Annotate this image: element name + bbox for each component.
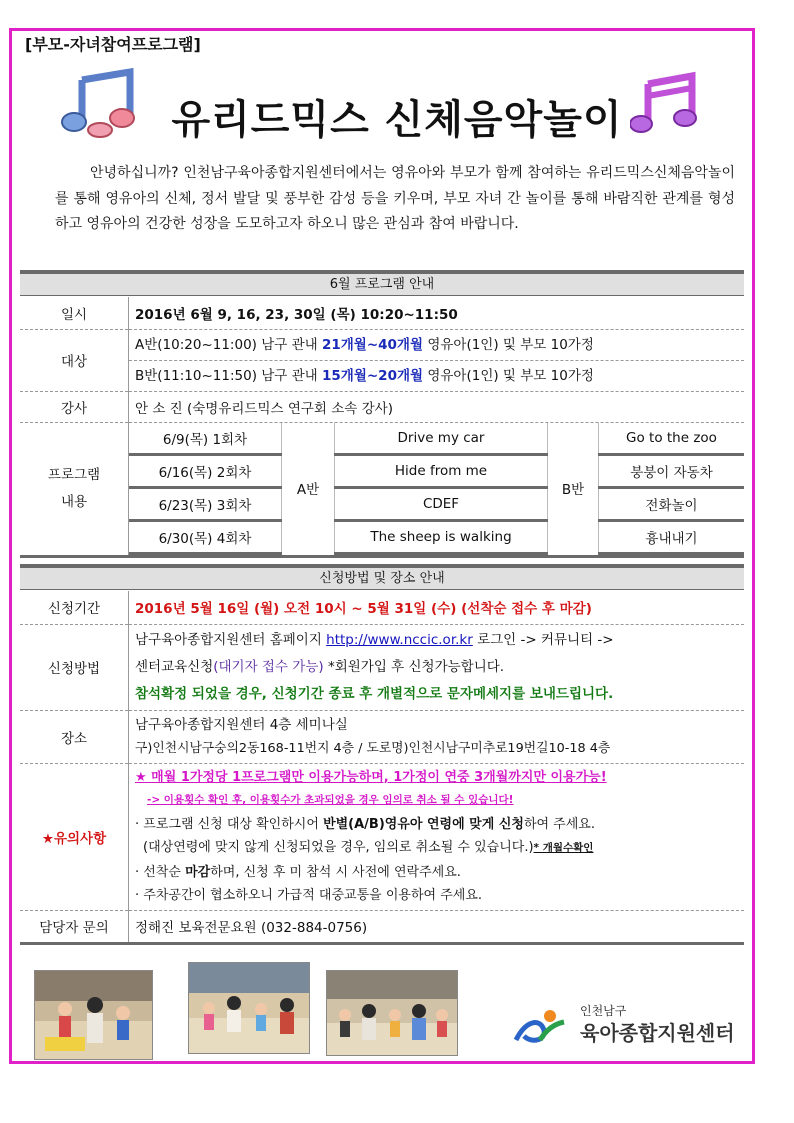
- activity-photo: [188, 962, 310, 1054]
- session-a: Drive my car: [335, 423, 548, 455]
- music-note-icon: [630, 70, 700, 140]
- target-b: B반(11:10~11:50) 남구 관내 15개월~20개월 영유아(1인) 및 부모 10가정: [135, 367, 594, 384]
- session-date: 6/9(목) 1회차: [129, 423, 282, 455]
- a-group-label: A반: [282, 423, 335, 554]
- place-line-2: 구)인천시남구숭의2동168-11번지 4층 / 도로명)인천시남구미추로19번길10-18 4층: [135, 740, 611, 756]
- content-label: 프로그램 내용: [20, 422, 129, 556]
- notice-label: ★유의사항: [20, 763, 129, 910]
- june-program-table: [20, 297, 744, 558]
- place-line-1: 남구육아종합지원센터 4층 세미나실: [135, 716, 348, 733]
- session-a: Hide from me: [335, 454, 548, 487]
- method-line-3: 참석확정 되었을 경우, 신청기간 종료 후 개별적으로 문자메세지를 보내드립니다.: [135, 685, 614, 702]
- homepage-link[interactable]: http://www.nccic.or.kr: [326, 631, 473, 648]
- date-label: 일시: [20, 297, 129, 329]
- period-label: 신청기간: [20, 591, 129, 624]
- session-table: [129, 423, 744, 555]
- method-label: 신청방법: [20, 624, 129, 710]
- session-a: The sheep is walking: [335, 520, 548, 553]
- date-value: 2016년 6월 9, 16, 23, 30일 (목) 10:20~11:50: [129, 297, 745, 329]
- contact-value: 정해진 보육전문요원 (032-884-0756): [129, 910, 745, 943]
- session-date: 6/16(목) 2회차: [129, 454, 282, 487]
- notice-2: -> 이용횟수 확인 후, 이용횟수가 초과되었을 경우 임의로 취소 될 수 있습니다!: [147, 794, 514, 806]
- teacher-value: 안 소 진 (숙명유리드믹스 연구회 소속 강사): [129, 391, 745, 422]
- apply-table: [20, 591, 744, 945]
- b-group-label: B반: [548, 423, 599, 554]
- target-label: 대상: [20, 329, 129, 391]
- method-line-1: 남구육아종합지원센터 홈페이지 http://www.nccic.or.kr 로그인 -> 커뮤니티 ->: [135, 631, 614, 648]
- target-a: A반(10:20~11:00) 남구 관내 21개월~40개월 영유아(1인) 및 부모 10가정: [129, 330, 744, 361]
- page-title: 유리드믹스 신체음악놀이: [171, 97, 623, 143]
- notice-3: · 프로그램 신청 대상 확인하시어 반별(A/B)영유아 연령에 맞게 신청하여 주세요.: [135, 816, 595, 832]
- activity-photo: [34, 970, 153, 1060]
- session-b: 붕붕이 자동차: [599, 454, 745, 487]
- notice-1: ★ 매월 1가정당 1프로그램만 이용가능하며, 1가정이 연중 3개월까지만 이용가능!: [135, 769, 607, 785]
- place-label: 장소: [20, 710, 129, 763]
- activity-photo: [326, 970, 458, 1056]
- session-date: 6/23(목) 3회차: [129, 487, 282, 520]
- notice-5: · 선착순 마감하며, 신청 후 미 참석 시 사전에 연락주세요.: [135, 864, 461, 880]
- method-line-2: 센터교육신청(대기자 접수 가능) *회원가입 후 신청가능합니다.: [135, 658, 505, 675]
- contact-label: 담당자 문의: [20, 910, 129, 943]
- june-heading: 6월 프로그램 안내: [20, 270, 744, 296]
- session-b: 흉내내기: [599, 520, 745, 553]
- program-tag: [부모-자녀참여프로그램]: [25, 35, 201, 54]
- intro-text: 안녕하십니까? 인천남구육아종합지원센터에서는 영유아와 부모가 함께 참여하는 유리드믹스신체음악놀이를 통해 영유아의 신체, 정서 발달 및 풍부한 감성 등을 키우며, 부모 자녀 간 놀이를 통해 바람직한 관계를 형성하고 영유아의 건강한 성장을 도모하고자 하오니 많은 관심과 참여 바랍니다.: [55, 165, 735, 232]
- center-logo: 인천남구 육아종합지원센터: [510, 1000, 740, 1050]
- logo-icon: [510, 1000, 570, 1050]
- apply-heading: 신청방법 및 장소 안내: [20, 564, 744, 590]
- teacher-label: 강사: [20, 391, 129, 422]
- session-b: 전화놀이: [599, 487, 745, 520]
- notice-6: · 주차공간이 협소하오니 가급적 대중교통을 이용하여 주세요.: [135, 888, 483, 903]
- notice-4: (대상연령에 맞지 않게 신청되었을 경우, 임의로 취소될 수 있습니다.)* 개월수확인: [143, 840, 594, 855]
- period-value: 2016년 5월 16일 (월) 오전 10시 ~ 5월 31일 (수) (선착순 접수 후 마감): [129, 591, 745, 624]
- session-b: Go to the zoo: [599, 423, 745, 455]
- session-date: 6/30(목) 4회차: [129, 520, 282, 553]
- session-a: CDEF: [335, 487, 548, 520]
